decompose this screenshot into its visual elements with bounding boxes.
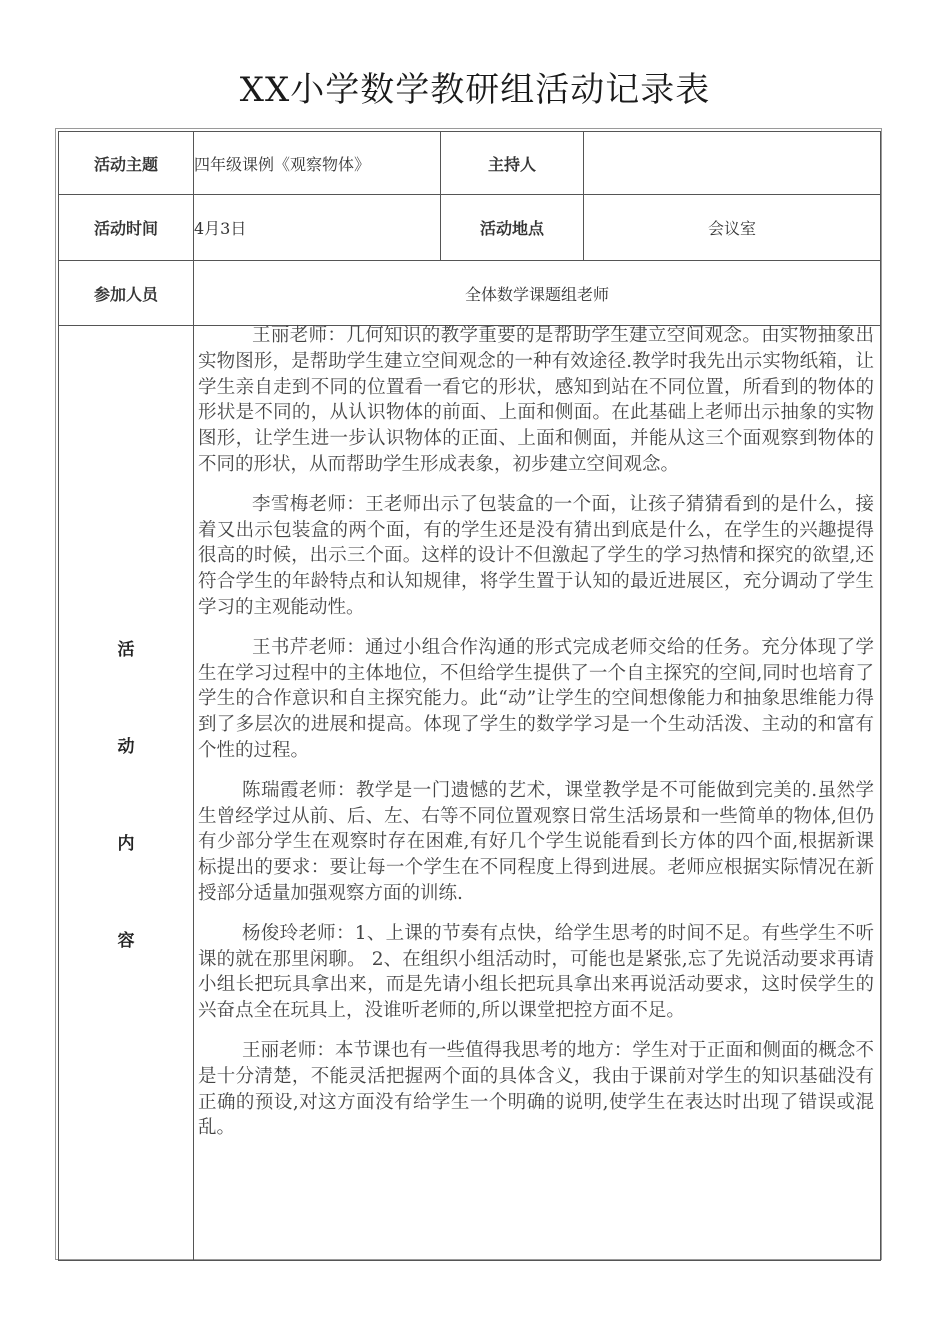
comment-paragraph: 杨俊玲老师：1、上课的节奏有点快，给学生思考的时间不足。有些学生不听课的就在那里闲聊。 2、在组织小组活动时，可能也是紧张,忘了先说活动要求再请小组长把玩具拿出来，而是先请小组长把玩具拿出来再说活动要求，这时侯学生的兴奋点全在玩具上，没谁听老师的,所以课堂把控方面不足。: [198, 922, 874, 1022]
activity-record-table: [58, 131, 881, 1261]
content-body: [194, 326, 881, 1261]
place-value: 会议室: [584, 195, 881, 261]
time-label: 活动时间: [59, 195, 194, 261]
host-value: [584, 132, 881, 195]
content-label-char: 动: [117, 737, 135, 757]
comment-paragraph: 王书芹老师：通过小组合作沟通的形式完成老师交给的任务。充分体现了学生在学习过程中的主体地位，不但给学生提供了一个自主探究的空间,同时也培育了学生的合作意识和自主探究能力。此“动”让学生的空间想像能力和抽象思维能力得到了多层次的进展和提高。体现了学生的数学学习是一个生动活泼、主动的和富有个性的过程。: [198, 636, 874, 761]
content-row: [59, 326, 881, 1261]
page-title: XX小学数学教研组活动记录表: [239, 70, 711, 110]
comment-paragraph: 王丽老师：几何知识的教学重要的是帮助学生建立空间观念。由实物抽象出实物图形，是帮助学生建立空间观念的一种有效途径.教学时我先出示实物纸箱，让学生亲自走到不同的位置看一看它的形状，感知到站在不同位置，所看到的物体的形状是不同的，从认识物体的前面、上面和侧面。在此基础上老师出示抽象的实物图形，让学生进一步认识物体的正面、上面和侧面，并能从这三个面观察到物体的不同的形状，从而帮助学生形成表象，初步建立空间观念。: [198, 325, 874, 475]
content-label: [59, 326, 194, 1261]
comment-paragraph: 王丽老师：本节课也有一些值得我思考的地方：学生对于正面和侧面的概念不是十分清楚，不能灵活把握两个面的具体含义，我由于课前对学生的知识基础没有正确的预设,对这方面没有给学生一个明确的说明,使学生在表达时出现了错误或混乱。: [198, 1039, 874, 1139]
place-label: 活动地点: [441, 195, 584, 261]
time-row: [59, 195, 881, 261]
topic-row: [59, 132, 881, 195]
comment-paragraph: 陈瑞霞老师：教学是一门遗憾的艺术，课堂教学是不可能做到完美的.虽然学生曾经学过从前、后、左、右等不同位置观察日常生活场景和一些简单的物体,但仍有少部分学生在观察时存在困难,有好几个学生说能看到长方体的四个面,根据新课标提出的要求：要让每一个学生在不同程度上得到进展。老师应根据实际情况在新授部分适量加强观察方面的训练.: [198, 779, 874, 904]
time-value: 4月3日: [194, 195, 441, 261]
participants-label: 参加人员: [59, 261, 194, 326]
host-label: 主持人: [441, 132, 584, 195]
content-label-char: 容: [117, 931, 135, 951]
participants-value: 全体数学课题组老师: [194, 261, 881, 326]
content-label-char: 内: [117, 834, 135, 854]
topic-value: 四年级课例《观察物体》: [194, 132, 441, 195]
participants-row: [59, 261, 881, 326]
comment-paragraph: 李雪梅老师：王老师出示了包装盒的一个面，让孩子猜猜看到的是什么，接着又出示包装盒的两个面，有的学生还是没有猜出到底是什么，在学生的兴趣提得很高的时候，出示三个面。这样的设计不但激起了学生的学习热情和探究的欲望,还符合学生的年龄特点和认知规律，将学生置于认知的最近进展区，充分调动了学生学习的主观能动性。: [198, 493, 874, 618]
topic-label: 活动主题: [59, 132, 194, 195]
content-label-char: 活: [117, 640, 135, 660]
